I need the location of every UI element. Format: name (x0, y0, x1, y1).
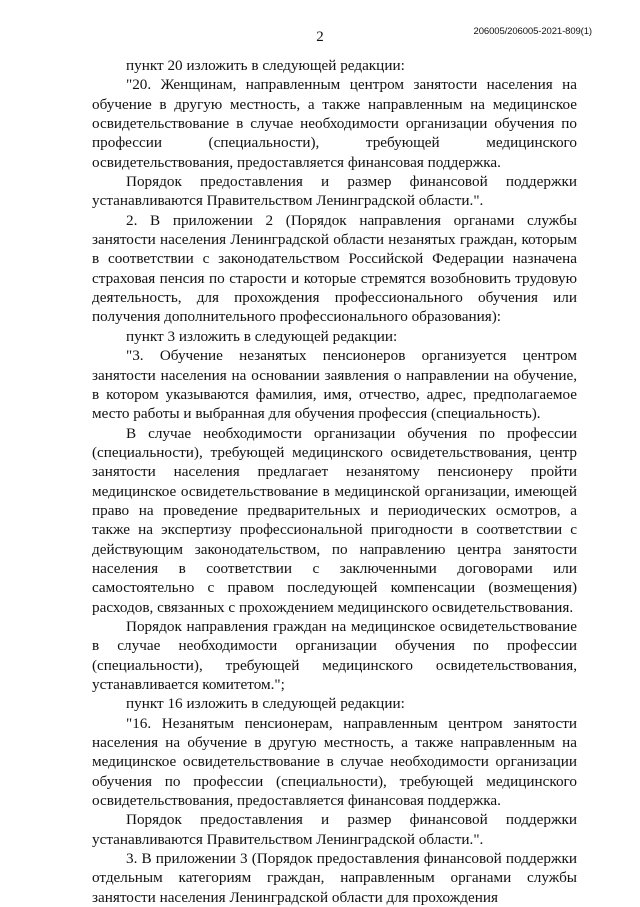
paragraph-item-16-text: "16. Незанятым пенсионерам, направленным центром занятости населения на обучение в другую местность, а также направленным на медицинское освидетельствование в случае необходимости организации обучения по профессии (специальности), требующей медицинского освидетельствования, предоставляется финансовая поддержка. (92, 714, 577, 810)
paragraph-amend-item-3: пункт 3 изложить в следующей редакции: (126, 327, 398, 345)
paragraph-referral-procedure: Порядок направления граждан на медицинское освидетельствование в случае необходимости организации обучения по профессии (специальности), требующей медицинского освидетельствования, устанавливается комитетом."; (92, 617, 577, 693)
paragraph-appendix-2: 2. В приложении 2 (Порядок направления органами службы занятости населения Ленинградской области незанятых граждан, которым в соответствии с законодательством Российской Федерации назначена страховая пенсия по старости и которые стремятся возобновить трудовую деятельность, для прохождения профессионального обучения или получения дополнительного профессионального образования): (92, 211, 577, 326)
paragraph-amend-item-20: пункт 20 изложить в следующей редакции: (126, 57, 405, 74)
paragraph-medical-examination: В случае необходимости организации обучения по профессии (специальности), требующей медицинского освидетельствования, центр занятости населения предлагает незанятому пенсионеру пройти медицинское освидетельствование в медицинской организации, имеющей право на проведение предварительных и периодических осмотров, а также на экспертизу профессиональной пригодности в соответствии с действующим законодательством, по направлению центра занятости населения в соответствии с заключенными договорами или самостоятельно с правом последующей компенсации (возмещения) расходов, связанных с прохождением медицинского освидетельствования. (92, 424, 577, 616)
paragraph-amend-item-16: пункт 16 изложить в следующей редакции: (126, 695, 405, 713)
paragraph-appendix-3: 3. В приложении 3 (Порядок предоставления финансовой поддержки отдельным категориям граждан, направленным органами службы занятости населения Ленинградской области для прохождения (92, 850, 577, 906)
paragraph-item-3-text: "3. Обучение незанятых пенсионеров организуется центром занятости населения на основании заявления о направлении на обучение, в котором указываются фамилия, имя, отчество, адрес, предполагаемое место работы и выбранная для обучения профессия (специальность). (92, 347, 577, 423)
paragraph-support-procedure: Порядок предоставления и размер финансовой поддержки устанавливаются Правительством Ленинградской области.". (92, 173, 577, 210)
document-id: 206005/206005-2021-809(1) (473, 26, 592, 37)
document-body (92, 56, 577, 907)
paragraph-support-procedure-2: Порядок предоставления и размер финансовой поддержки устанавливаются Правительством Ленинградской области.". (92, 811, 577, 848)
page-number: 2 (316, 29, 324, 45)
paragraph-item-20-text: "20. Женщинам, направленным центром занятости населения на обучение в другую местность, а также направленным на медицинское освидетельствование в случае необходимости организации обучения по профессии (специальности), требующей медицинского освидетельствования, предоставляется финансовая поддержка. (92, 76, 577, 171)
